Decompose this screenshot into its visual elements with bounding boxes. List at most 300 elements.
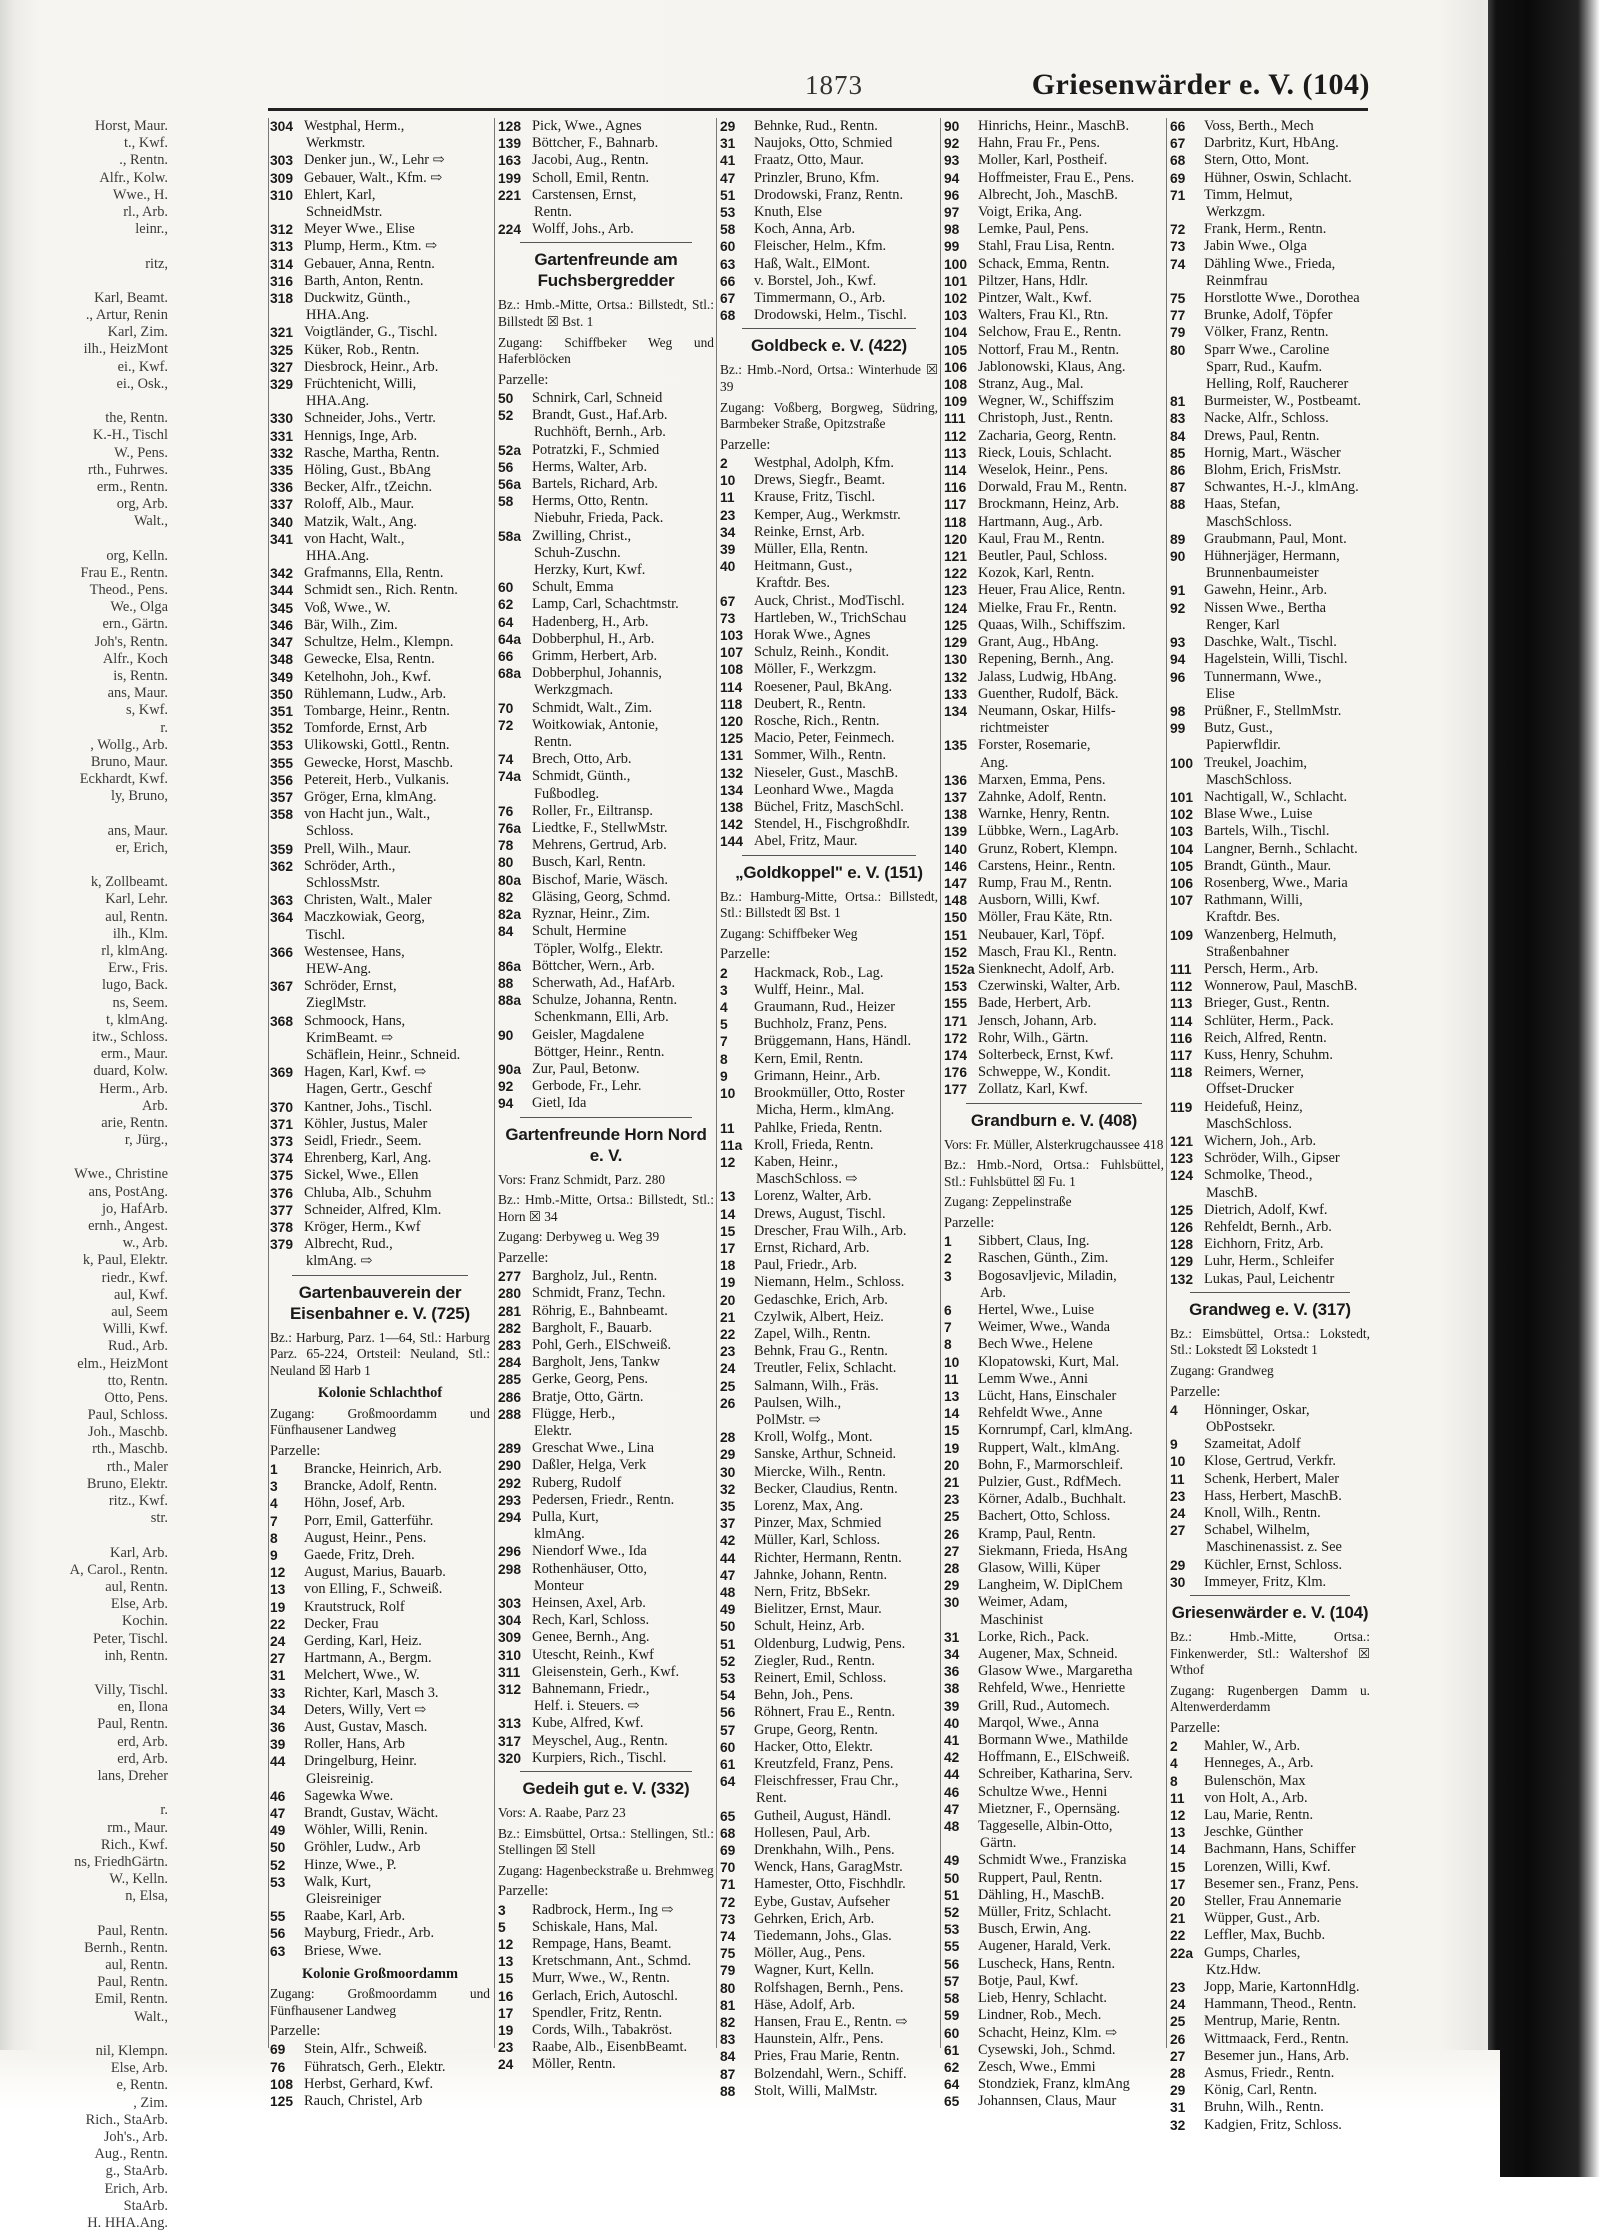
parcel-number: 14 xyxy=(1170,1842,1186,1858)
clipped-line: A, Carol., Rentn. xyxy=(69,1561,168,1578)
parcel-entry xyxy=(944,1560,1164,1577)
parcel-number: 13 xyxy=(944,1388,960,1404)
tenant-name: Weselok, Heinr., Pens. xyxy=(978,462,1108,479)
tenant-name: Pintzer, Walt., Kwf. xyxy=(978,290,1092,307)
clipped-line: H. HHA.Ang. xyxy=(87,2214,168,2231)
tenant-name: Daschke, Walt., Tischl. xyxy=(1204,634,1337,651)
tenant-name: Wanzenberg, Helmuth, xyxy=(1204,926,1337,943)
parcel-number: 73 xyxy=(720,1911,736,1927)
parcel-entry xyxy=(944,273,1164,290)
tenant-name: Gumps, Charles, xyxy=(1204,1944,1301,1961)
parcel-number: 17 xyxy=(498,2005,514,2021)
parcel-entry xyxy=(944,1990,1164,2007)
parcel-entry xyxy=(944,376,1164,393)
parcel-number: 71 xyxy=(1170,187,1186,203)
parcel-number: 30 xyxy=(1170,1574,1186,1590)
parcel-number: 64 xyxy=(498,614,514,630)
tenant-name: Szameitat, Adolf xyxy=(1204,1436,1301,1453)
tenant-name: Richter, Karl, Masch 3. xyxy=(304,1684,439,1701)
parcel-entry-continuation: Arb. xyxy=(980,1284,1006,1301)
tenant-name: Langheim, W. DiplChem xyxy=(978,1577,1123,1594)
parcel-number: 355 xyxy=(270,755,294,771)
tenant-name: Behn, Joh., Pens. xyxy=(754,1687,854,1704)
clipped-line: StaArb. xyxy=(123,2197,168,2214)
parcel-entry xyxy=(944,1526,1164,1543)
parcel-entry xyxy=(720,1808,938,1825)
parcel-entry xyxy=(1170,1824,1370,1841)
parcel-number: 9 xyxy=(1170,1437,1178,1453)
entry-list xyxy=(720,455,938,851)
clipped-line: Paul, Rentn. xyxy=(97,1922,168,1939)
tenant-name: Hinrichs, Heinr., MaschB. xyxy=(978,118,1130,134)
clipped-line: ilh., Klm. xyxy=(112,925,168,942)
tenant-name: Grafmanns, Ella, Rentn. xyxy=(304,565,444,582)
parcel-number: 344 xyxy=(270,583,294,599)
parcel-entry xyxy=(270,1064,490,1081)
parcel-number: 89 xyxy=(1170,531,1186,547)
parcel-entry-continuation: Monteur xyxy=(534,1577,584,1594)
tenant-name: Hinze, Wwe., P. xyxy=(304,1856,397,1873)
parcel-number: 363 xyxy=(270,893,294,909)
tenant-name: Matzik, Walt., Ang. xyxy=(304,513,417,530)
parcel-entry xyxy=(1170,1859,1370,1876)
parcel-number: 71 xyxy=(720,1877,736,1893)
clipped-line: aul, Rentn. xyxy=(105,908,168,925)
parcel-entry xyxy=(1170,187,1370,204)
parcel-number: 4 xyxy=(1170,1756,1178,1772)
tenant-name: Immeyer, Fritz, Klm. xyxy=(1204,1573,1327,1590)
tenant-name: Jabin Wwe., Olga xyxy=(1204,238,1307,255)
tenant-name: Cysewski, Joh., Schmd. xyxy=(978,2041,1116,2058)
book-spine-shadow xyxy=(1488,0,1600,2177)
parcel-number: 66 xyxy=(498,649,514,665)
parcel-number: 12 xyxy=(270,1565,286,1581)
parcel-entry xyxy=(270,720,490,737)
entry-list-top xyxy=(498,118,714,238)
parcel-number: 86 xyxy=(1170,463,1186,479)
tenant-name: Roller, Hans, Arb xyxy=(304,1736,405,1753)
tenant-name: Sickel, Wwe., Ellen xyxy=(304,1167,419,1184)
tenant-name: Hühner, Oswin, Schlacht. xyxy=(1204,169,1352,186)
tenant-name: Pulzier, Gust., RdfMech. xyxy=(978,1474,1122,1490)
parcel-entry xyxy=(270,755,490,772)
parcel-number: 376 xyxy=(270,1185,294,1201)
tenant-name: Knoll, Wilh., Rentn. xyxy=(1204,1505,1321,1522)
tenant-name: Mietzner, F., Opernsäng. xyxy=(978,1800,1121,1817)
clipped-line: Frau E., Rentn. xyxy=(80,564,168,581)
tenant-name: Gerke, Georg, Pens. xyxy=(532,1371,649,1388)
parcel-number: 352 xyxy=(270,721,294,737)
parcel-entry xyxy=(720,1137,938,1154)
parcel-number: 53 xyxy=(720,1671,736,1686)
parcel-number: 60 xyxy=(720,1739,736,1755)
parcel-number: 371 xyxy=(270,1116,294,1132)
parcel-number: 8 xyxy=(270,1530,278,1546)
parcel-number: 353 xyxy=(270,738,294,754)
tenant-name: Auck, Christ., ModTischl. xyxy=(754,592,905,609)
tenant-name: Herms, Otto, Rentn. xyxy=(532,493,649,510)
tenant-name: Hahn, Frau Fr., Pens. xyxy=(978,135,1100,152)
parcel-number: 88 xyxy=(498,975,514,991)
parcel-number: 94 xyxy=(498,1096,514,1112)
parcel-number: 122 xyxy=(944,566,968,582)
clipped-line: r. xyxy=(160,1802,168,1819)
tenant-name: Schmidt, Walt., Zim. xyxy=(532,699,653,716)
tenant-name: Liedtke, F., StellwMstr. xyxy=(532,820,668,837)
parcel-entry xyxy=(944,170,1164,187)
parcel-number: 101 xyxy=(1170,789,1194,805)
tenant-name: Bohn, F., Marmorschleif. xyxy=(978,1456,1124,1473)
parcel-number: 35 xyxy=(720,1498,736,1514)
parcel-entry xyxy=(944,1081,1164,1098)
column-divider xyxy=(268,118,269,2048)
tenant-name: Kornrumpf, Carl, klmAng. xyxy=(978,1422,1133,1439)
parcel-entry-continuation: Schloss. xyxy=(306,823,354,840)
parcel-number: 347 xyxy=(270,635,294,651)
parcel-number: 61 xyxy=(944,2042,960,2058)
parcel-number: 72 xyxy=(720,1894,736,1910)
parcel-number: 136 xyxy=(944,772,968,788)
parcel-entry-continuation: Fußbodleg. xyxy=(534,785,600,802)
parcel-number: 23 xyxy=(498,2040,514,2056)
parcel-number: 40 xyxy=(944,1715,960,1731)
parcel-entry xyxy=(1170,1202,1370,1219)
parcel-entry xyxy=(720,1360,938,1377)
parcel-number: 69 xyxy=(270,2042,286,2058)
tenant-name: Kern, Emil, Rentn. xyxy=(754,1050,864,1067)
parcel-entry xyxy=(498,528,714,545)
tenant-name: Leonhard Wwe., Magda xyxy=(754,781,894,798)
parcel-number: 7 xyxy=(944,1320,952,1336)
clipped-line: Emil, Rentn. xyxy=(94,1991,168,2008)
parcel-entry xyxy=(498,1406,714,1423)
section-info: Bz.: Hmb.-Mitte, Ortsa.: Billstedt, Stl.: Billstedt ☒ Bst. 1 xyxy=(498,297,714,330)
parcel-entry xyxy=(944,978,1164,995)
parcel-number: 29 xyxy=(720,119,736,134)
parcel-number: 146 xyxy=(944,858,968,874)
parcel-entry-continuation: ZieglMstr. xyxy=(306,995,367,1012)
parcel-entry xyxy=(944,1508,1164,1525)
tenant-name: Bech Wwe., Helene xyxy=(978,1336,1093,1353)
parcel-entry xyxy=(1170,1030,1370,1047)
parcel-entry xyxy=(270,1702,490,1719)
parcel-entry xyxy=(720,1756,938,1773)
parcel-entry xyxy=(498,820,714,837)
section-title: Gedeih gut e. V. (332) xyxy=(522,1779,690,1798)
parcel-entry xyxy=(720,1928,938,1945)
parcel-entry xyxy=(720,1962,938,1979)
parcel-entry xyxy=(498,187,714,204)
tenant-name: Duckwitz, Günth., xyxy=(304,290,411,307)
parcel-number: 368 xyxy=(270,1013,294,1029)
parcel-entry xyxy=(1170,2013,1370,2030)
parcel-entry xyxy=(1170,1150,1370,1167)
tenant-name: Kozok, Karl, Rentn. xyxy=(978,565,1095,582)
tenant-name: Schenk, Herbert, Maler xyxy=(1204,1470,1340,1487)
tenant-name: Herms, Walter, Arb. xyxy=(532,458,648,475)
parcel-entry xyxy=(720,982,938,999)
parcel-number: 28 xyxy=(1170,2066,1186,2082)
parcel-number: 29 xyxy=(944,1578,960,1594)
tenant-name: Hönninger, Oskar, xyxy=(1204,1401,1310,1418)
parcel-entry xyxy=(498,872,714,889)
tenant-name: Krause, Fritz, Tischl. xyxy=(754,489,876,506)
parcel-entry xyxy=(944,1064,1164,1081)
section-access: Zugang: Großmoordamm und Fünfhausener Landweg xyxy=(270,1986,490,2018)
parcel-entry xyxy=(270,2059,490,2076)
parcel-entry xyxy=(720,558,938,575)
tenant-name: Wenck, Hans, GaragMstr. xyxy=(754,1859,903,1876)
tenant-name: Klose, Gertrud, Verkfr. xyxy=(1204,1453,1337,1470)
parcel-entry-continuation: Werkmstr. xyxy=(306,135,366,152)
parcel-entry xyxy=(1170,1453,1370,1470)
parcel-number: 224 xyxy=(498,222,522,238)
parcel-entry xyxy=(944,1543,1164,1560)
parcel-number: 313 xyxy=(498,1716,522,1732)
tenant-name: Jablonowski, Klaus, Ang. xyxy=(978,358,1126,375)
tenant-name: Blase Wwe., Luise xyxy=(1204,806,1313,823)
parcel-number: 68 xyxy=(720,308,736,324)
tenant-name: Richter, Hermann, Rentn. xyxy=(754,1549,902,1566)
parcel-entry xyxy=(270,1788,490,1805)
parcel-number: 15 xyxy=(1170,1859,1186,1875)
parcel-number: 310 xyxy=(498,1647,522,1663)
section-rule xyxy=(742,855,916,856)
tenant-name: Klopatowski, Kurt, Mal. xyxy=(978,1353,1120,1370)
tenant-name: Pinzer, Max, Schmied xyxy=(754,1515,882,1532)
parcel-number: 373 xyxy=(270,1133,294,1149)
tenant-name: Schiskale, Hans, Mal. xyxy=(532,1918,658,1935)
clipped-line xyxy=(0,531,168,548)
parcel-number: 92 xyxy=(498,1079,514,1095)
tenant-name: Jeschke, Günther xyxy=(1204,1824,1304,1841)
tenant-name: Drescher, Frau Wilh., Arb. xyxy=(754,1222,907,1239)
tenant-name: Brockmann, Heinz, Arb. xyxy=(978,496,1120,513)
parcel-number: 105 xyxy=(944,342,968,358)
parcel-entry-continuation: Papierwfldir. xyxy=(1206,737,1281,754)
clipped-line: rl., Arb. xyxy=(123,203,168,220)
parcel-number: 117 xyxy=(1170,1047,1193,1063)
clipped-line: Bernh., Rentn. xyxy=(84,1939,168,1956)
tenant-name: Höling, Gust., BbAng xyxy=(304,462,431,479)
column-4 xyxy=(720,118,938,2099)
parcel-number: 101 xyxy=(944,273,968,289)
tenant-name: Nottorf, Frau M., Rentn. xyxy=(978,341,1120,358)
parcel-number: 12 xyxy=(720,1154,736,1170)
parcel-number: 65 xyxy=(944,2094,960,2110)
parcel-entry xyxy=(720,1206,938,1223)
parcel-entry xyxy=(720,999,938,1016)
parcel-entry xyxy=(270,600,490,617)
tenant-name: Niemann, Helm., Schloss. xyxy=(754,1274,905,1291)
parcel-number: 24 xyxy=(498,2057,514,2073)
tenant-name: Daßler, Helga, Verk xyxy=(532,1457,647,1474)
tenant-name: Fleischfresser, Frau Chr., xyxy=(754,1773,899,1790)
parcel-entry xyxy=(498,803,714,820)
tenant-name: Völker, Franz, Rentn. xyxy=(1204,324,1329,341)
parcel-number: 358 xyxy=(270,807,294,823)
parcel-number: 34 xyxy=(270,1702,286,1718)
tenant-name: Buchholz, Franz, Pens. xyxy=(754,1016,888,1033)
tenant-name: Stahl, Frau Lisa, Rentn. xyxy=(978,238,1115,255)
parcel-entry xyxy=(498,1509,714,1526)
parcel-entry xyxy=(270,1822,490,1839)
entry-list xyxy=(498,1268,714,1767)
clipped-line: nil, Klempn. xyxy=(95,2043,168,2059)
parcel-number: 94 xyxy=(944,170,960,186)
section-info: Bz.: Harburg, Parz. 1—64, Stl.: Harburg Parz. 65-224, Ortsteil: Neuland, Stl.: Neuland ☒ Harb 1 xyxy=(270,1329,490,1378)
parcel-number: 357 xyxy=(270,789,294,805)
tenant-name: Reinert, Emil, Schloss. xyxy=(754,1670,887,1686)
parcel-entry xyxy=(498,923,714,940)
parcel-entry xyxy=(1170,892,1370,909)
parcel-number: 78 xyxy=(498,838,514,854)
parcel-entry xyxy=(720,1584,938,1601)
parcel-entry xyxy=(944,152,1164,169)
tenant-name: Gröger, Erna, klmAng. xyxy=(304,788,437,805)
parcel-number: 92 xyxy=(944,136,960,152)
tenant-name: Ernst, Richard, Arb. xyxy=(754,1239,870,1256)
parcel-number: 67 xyxy=(720,593,736,609)
parcel-number: 84 xyxy=(720,2049,736,2065)
parcel-number: 60 xyxy=(720,239,736,255)
parcel-entry-continuation: Renger, Karl xyxy=(1206,616,1280,633)
clipped-line xyxy=(0,1665,168,1682)
parcel-number: 132 xyxy=(720,765,744,781)
parcel-entry xyxy=(720,1446,938,1463)
tenant-name: Tiedemann, Johs., Glas. xyxy=(754,1928,892,1945)
tenant-name: Diesbrock, Heinr., Arb. xyxy=(304,358,439,375)
parcel-entry xyxy=(498,1303,714,1320)
clipped-line: We., Olga xyxy=(110,599,168,616)
parcel-number: 370 xyxy=(270,1099,294,1115)
parcel-number: 13 xyxy=(720,1189,736,1205)
parcel-entry xyxy=(944,617,1164,634)
clipped-line: Willi, Kwf. xyxy=(102,1321,168,1338)
tenant-name: Rempage, Hans, Beamt. xyxy=(532,1935,672,1952)
parcel-entry xyxy=(720,1481,938,1498)
parcel-entry xyxy=(944,359,1164,376)
parcel-number: 51 xyxy=(720,1636,736,1652)
section-rule xyxy=(292,1275,468,1276)
parcel-number: 25 xyxy=(720,1378,736,1394)
parcel-entry-continuation: klmAng. ⇨ xyxy=(306,1253,373,1270)
clipped-line: Joh., Maschb. xyxy=(88,1424,168,1441)
parcel-label: Parzelle: xyxy=(720,946,771,963)
parcel-entry-continuation: HHA.Ang. xyxy=(306,393,370,410)
parcel-entry-continuation: Gleisreinig. xyxy=(306,1770,374,1787)
parcel-entry xyxy=(944,548,1164,565)
parcel-entry xyxy=(720,1240,938,1257)
parcel-number: 63 xyxy=(270,1943,286,1959)
clipped-line: is, Rentn. xyxy=(113,668,168,684)
parcel-entry xyxy=(1170,1219,1370,1236)
tenant-name: Böttcher, Wern., Arb. xyxy=(532,957,655,974)
tenant-name: Hamester, Otto, Fischhdlr. xyxy=(754,1876,906,1893)
parcel-number: 60 xyxy=(498,580,514,596)
parcel-number: 221 xyxy=(498,187,522,203)
entry-list-top xyxy=(944,118,1164,1099)
parcel-number: 318 xyxy=(270,291,294,307)
tenant-name: Rump, Frau M., Rentn. xyxy=(978,874,1112,891)
tenant-name: Meyer Wwe., Elise xyxy=(304,221,415,238)
parcel-number: 26 xyxy=(944,1526,960,1542)
tenant-name: Lemm Wwe., Anni xyxy=(978,1370,1089,1387)
parcel-number: 12 xyxy=(498,1936,514,1952)
parcel-entry xyxy=(944,1629,1164,1646)
tenant-name: Piltzer, Hans, Hdlr. xyxy=(978,272,1089,289)
section-access: Zugang: Schiffbeker Weg xyxy=(720,925,858,941)
parcel-entry xyxy=(944,875,1164,892)
parcel-number: 48 xyxy=(720,1584,736,1600)
tenant-name: Bargholt, Jens, Tankw xyxy=(532,1354,660,1371)
parcel-entry xyxy=(270,1150,490,1167)
parcel-entry xyxy=(720,1343,938,1360)
parcel-entry xyxy=(1170,823,1370,840)
tenant-name: Dringelburg, Heinr. xyxy=(304,1753,417,1770)
parcel-number: 15 xyxy=(944,1423,960,1439)
tenant-name: Wolff, Johs., Arb. xyxy=(532,221,634,238)
column-3 xyxy=(498,118,714,2073)
clipped-line: lans, Dreher xyxy=(97,1768,168,1784)
parcel-number: 20 xyxy=(944,1457,960,1473)
parcel-entry xyxy=(1170,1236,1370,1253)
parcel-number: 52a xyxy=(498,442,522,458)
parcel-entry xyxy=(944,1904,1164,1921)
parcel-number: 50 xyxy=(270,1840,286,1856)
parcel-entry-continuation: Ruchhöft, Bernh., Arb. xyxy=(534,424,666,441)
tenant-name: Sagewka Wwe. xyxy=(304,1787,394,1804)
parcel-label: Parzelle: xyxy=(1170,1383,1221,1400)
parcel-entry xyxy=(270,858,490,875)
parcel-number: 102 xyxy=(944,291,968,307)
parcel-number: 3 xyxy=(270,1479,278,1495)
clipped-line: the, Rentn. xyxy=(105,410,168,427)
tenant-name: Reinke, Ernst, Arb. xyxy=(754,523,865,540)
section-info: Bz.: Hmb.-Nord, Ortsa.: Fuhlsbüttel, Stl.: Fuhlsbüttel ☒ Fu. 1 xyxy=(944,1157,1164,1189)
clipped-line: w., Arb. xyxy=(122,1235,168,1252)
parcel-number: 2 xyxy=(720,965,728,981)
parcel-entry xyxy=(720,965,938,982)
clipped-line xyxy=(0,1527,168,1544)
parcel-entry xyxy=(944,1336,1164,1353)
parcel-entry xyxy=(944,651,1164,668)
tenant-name: Walters, Frau Kl., Rtn. xyxy=(978,307,1109,324)
tenant-name: Bachert, Otto, Schloss. xyxy=(978,1508,1111,1525)
parcel-number: 28 xyxy=(944,1561,960,1577)
parcel-number: 152 xyxy=(944,944,968,960)
parcel-number: 22 xyxy=(270,1616,286,1632)
parcel-entry xyxy=(944,221,1164,238)
parcel-entry xyxy=(498,1320,714,1337)
parcel-entry xyxy=(720,627,938,644)
tenant-name: Timm, Helmut, xyxy=(1204,186,1293,203)
clipped-line: Paul, Schloss. xyxy=(87,1407,168,1424)
tenant-name: Gedaschke, Erich, Arb. xyxy=(754,1291,888,1308)
column-divider xyxy=(494,118,495,2048)
parcel-entry xyxy=(720,135,938,152)
parcel-number: 293 xyxy=(498,1492,522,1508)
tenant-name: Blohm, Erich, FrisMstr. xyxy=(1204,462,1342,479)
parcel-entry xyxy=(270,1495,490,1512)
parcel-entry xyxy=(1170,1402,1370,1419)
parcel-number: 24 xyxy=(270,1634,286,1650)
tenant-name: Czerwinski, Walter, Arb. xyxy=(978,978,1121,995)
tenant-name: Horak Wwe., Agnes xyxy=(754,627,871,644)
tenant-name: Körner, Adalb., Buchhalt. xyxy=(978,1491,1127,1508)
parcel-number: 47 xyxy=(944,1801,960,1817)
parcel-entry-continuation: KrimBeamt. ⇨ xyxy=(306,1029,394,1046)
